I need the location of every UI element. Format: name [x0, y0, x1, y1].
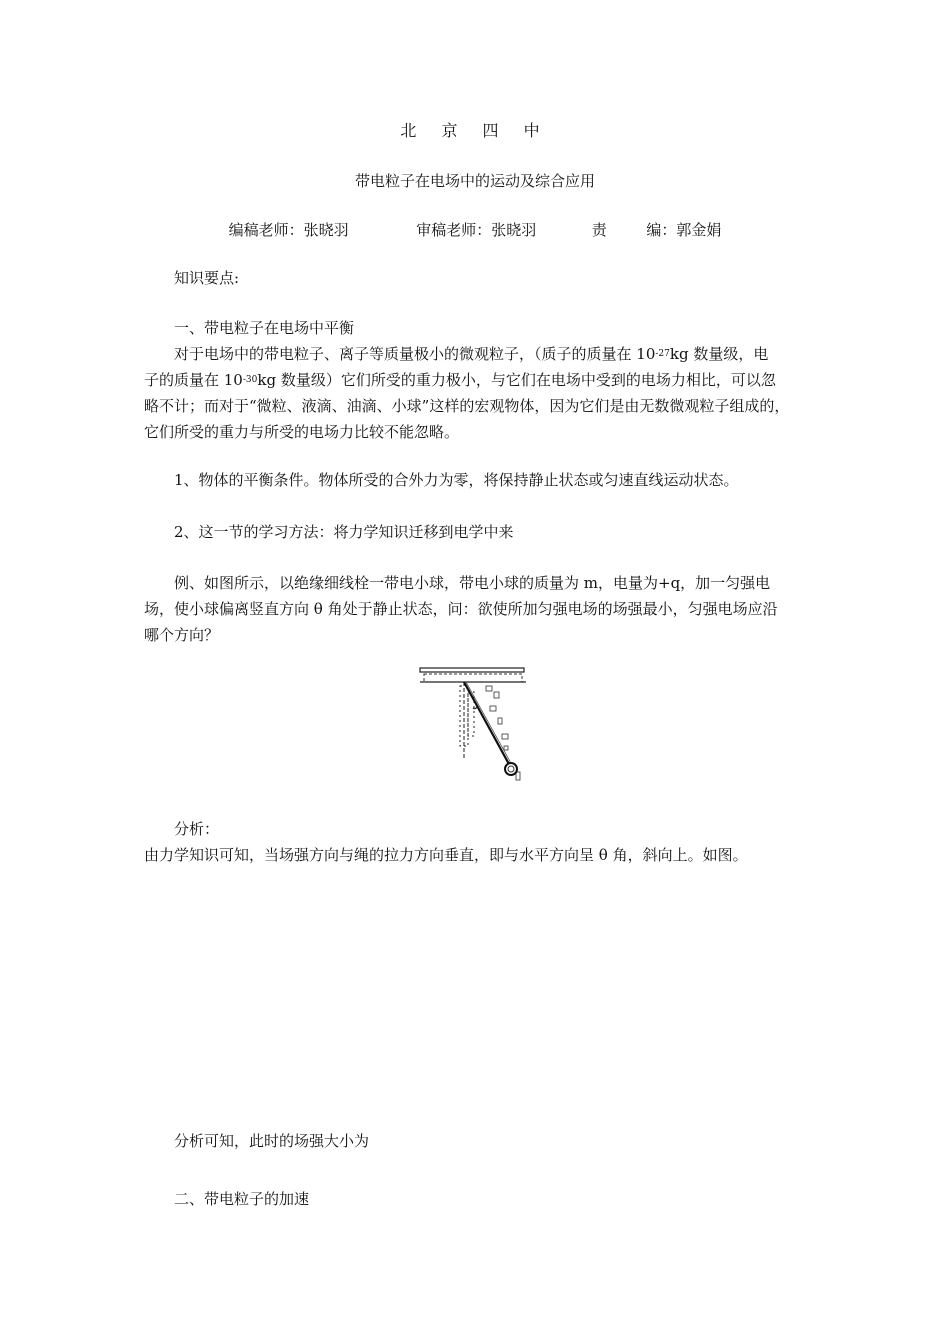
- exponent-electron: -30: [242, 375, 258, 385]
- paragraph-1-line-4: 它们所受的重力与所受的电场力比较不能忽略。: [144, 423, 460, 441]
- section2-heading: 二、带电粒子的加速: [174, 1190, 310, 1208]
- knowledge-points-heading: 知识要点:: [174, 269, 240, 287]
- item-1: 1、物体的平衡条件。物体所受的合外力为零，将保持静止状态或匀速直线运动状态。: [174, 471, 739, 489]
- conclusion-text: 分析可知，此时的场强大小为: [174, 1132, 370, 1150]
- editor-credits: [0, 220, 950, 240]
- document-title: 带电粒子在电场中的运动及综合应用: [354, 172, 595, 190]
- reviewer-label: 审稿老师：张晓羽: [416, 221, 537, 239]
- analysis-label: 分析：: [174, 820, 220, 838]
- editor-label: 编稿老师：张晓羽: [228, 221, 349, 239]
- analysis-text: 由力学知识可知，当场强方向与绳的拉力方向垂直，即与水平方向呈 θ 角，斜向上。如图。: [144, 846, 748, 864]
- example-line-3: 哪个方向？: [144, 626, 220, 644]
- paragraph-1-line-1: 对于电场中的带电粒子、离子等质量极小的微观粒子，（质子的质量在 $10^{-27}kg$ 数量级，电: [174, 345, 769, 363]
- example-paragraph: [144, 570, 808, 648]
- school-name: 北 京 四 中: [400, 121, 550, 140]
- paragraph-1-line-2: 子的质量在 $10^{-30}kg$ 数量级）它们所受的重力极小，与它们在电场中受到的电场力相比，可以忽: [144, 371, 776, 389]
- paragraph-1-line-3: 略不计；而对于“微粒、液滴、油滴、小球”这样的宏观物体，因为它们是由无数微观粒子组成的，: [144, 397, 790, 415]
- pendulum-figure: [418, 662, 530, 786]
- exponent-proton: -27: [655, 349, 670, 359]
- responsible-char: 责: [591, 221, 607, 239]
- responsible-label: 编：郭金娟: [646, 221, 722, 239]
- paragraph-1: [144, 341, 808, 445]
- item-2: 2、这一节的学习方法：将力学知识迁移到电学中来: [174, 523, 514, 541]
- section1-heading: 一、带电粒子在电场中平衡: [174, 319, 355, 337]
- example-line-2: 场，使小球偏离竖直方向 θ 角处于静止状态，问：欲使所加匀强电场的场强最小，匀强电场应沿: [144, 600, 778, 618]
- example-line-1: 例、如图所示，以绝缘细线栓一带电小球，带电小球的质量为 m，电量为+q，加一匀强电: [174, 574, 771, 592]
